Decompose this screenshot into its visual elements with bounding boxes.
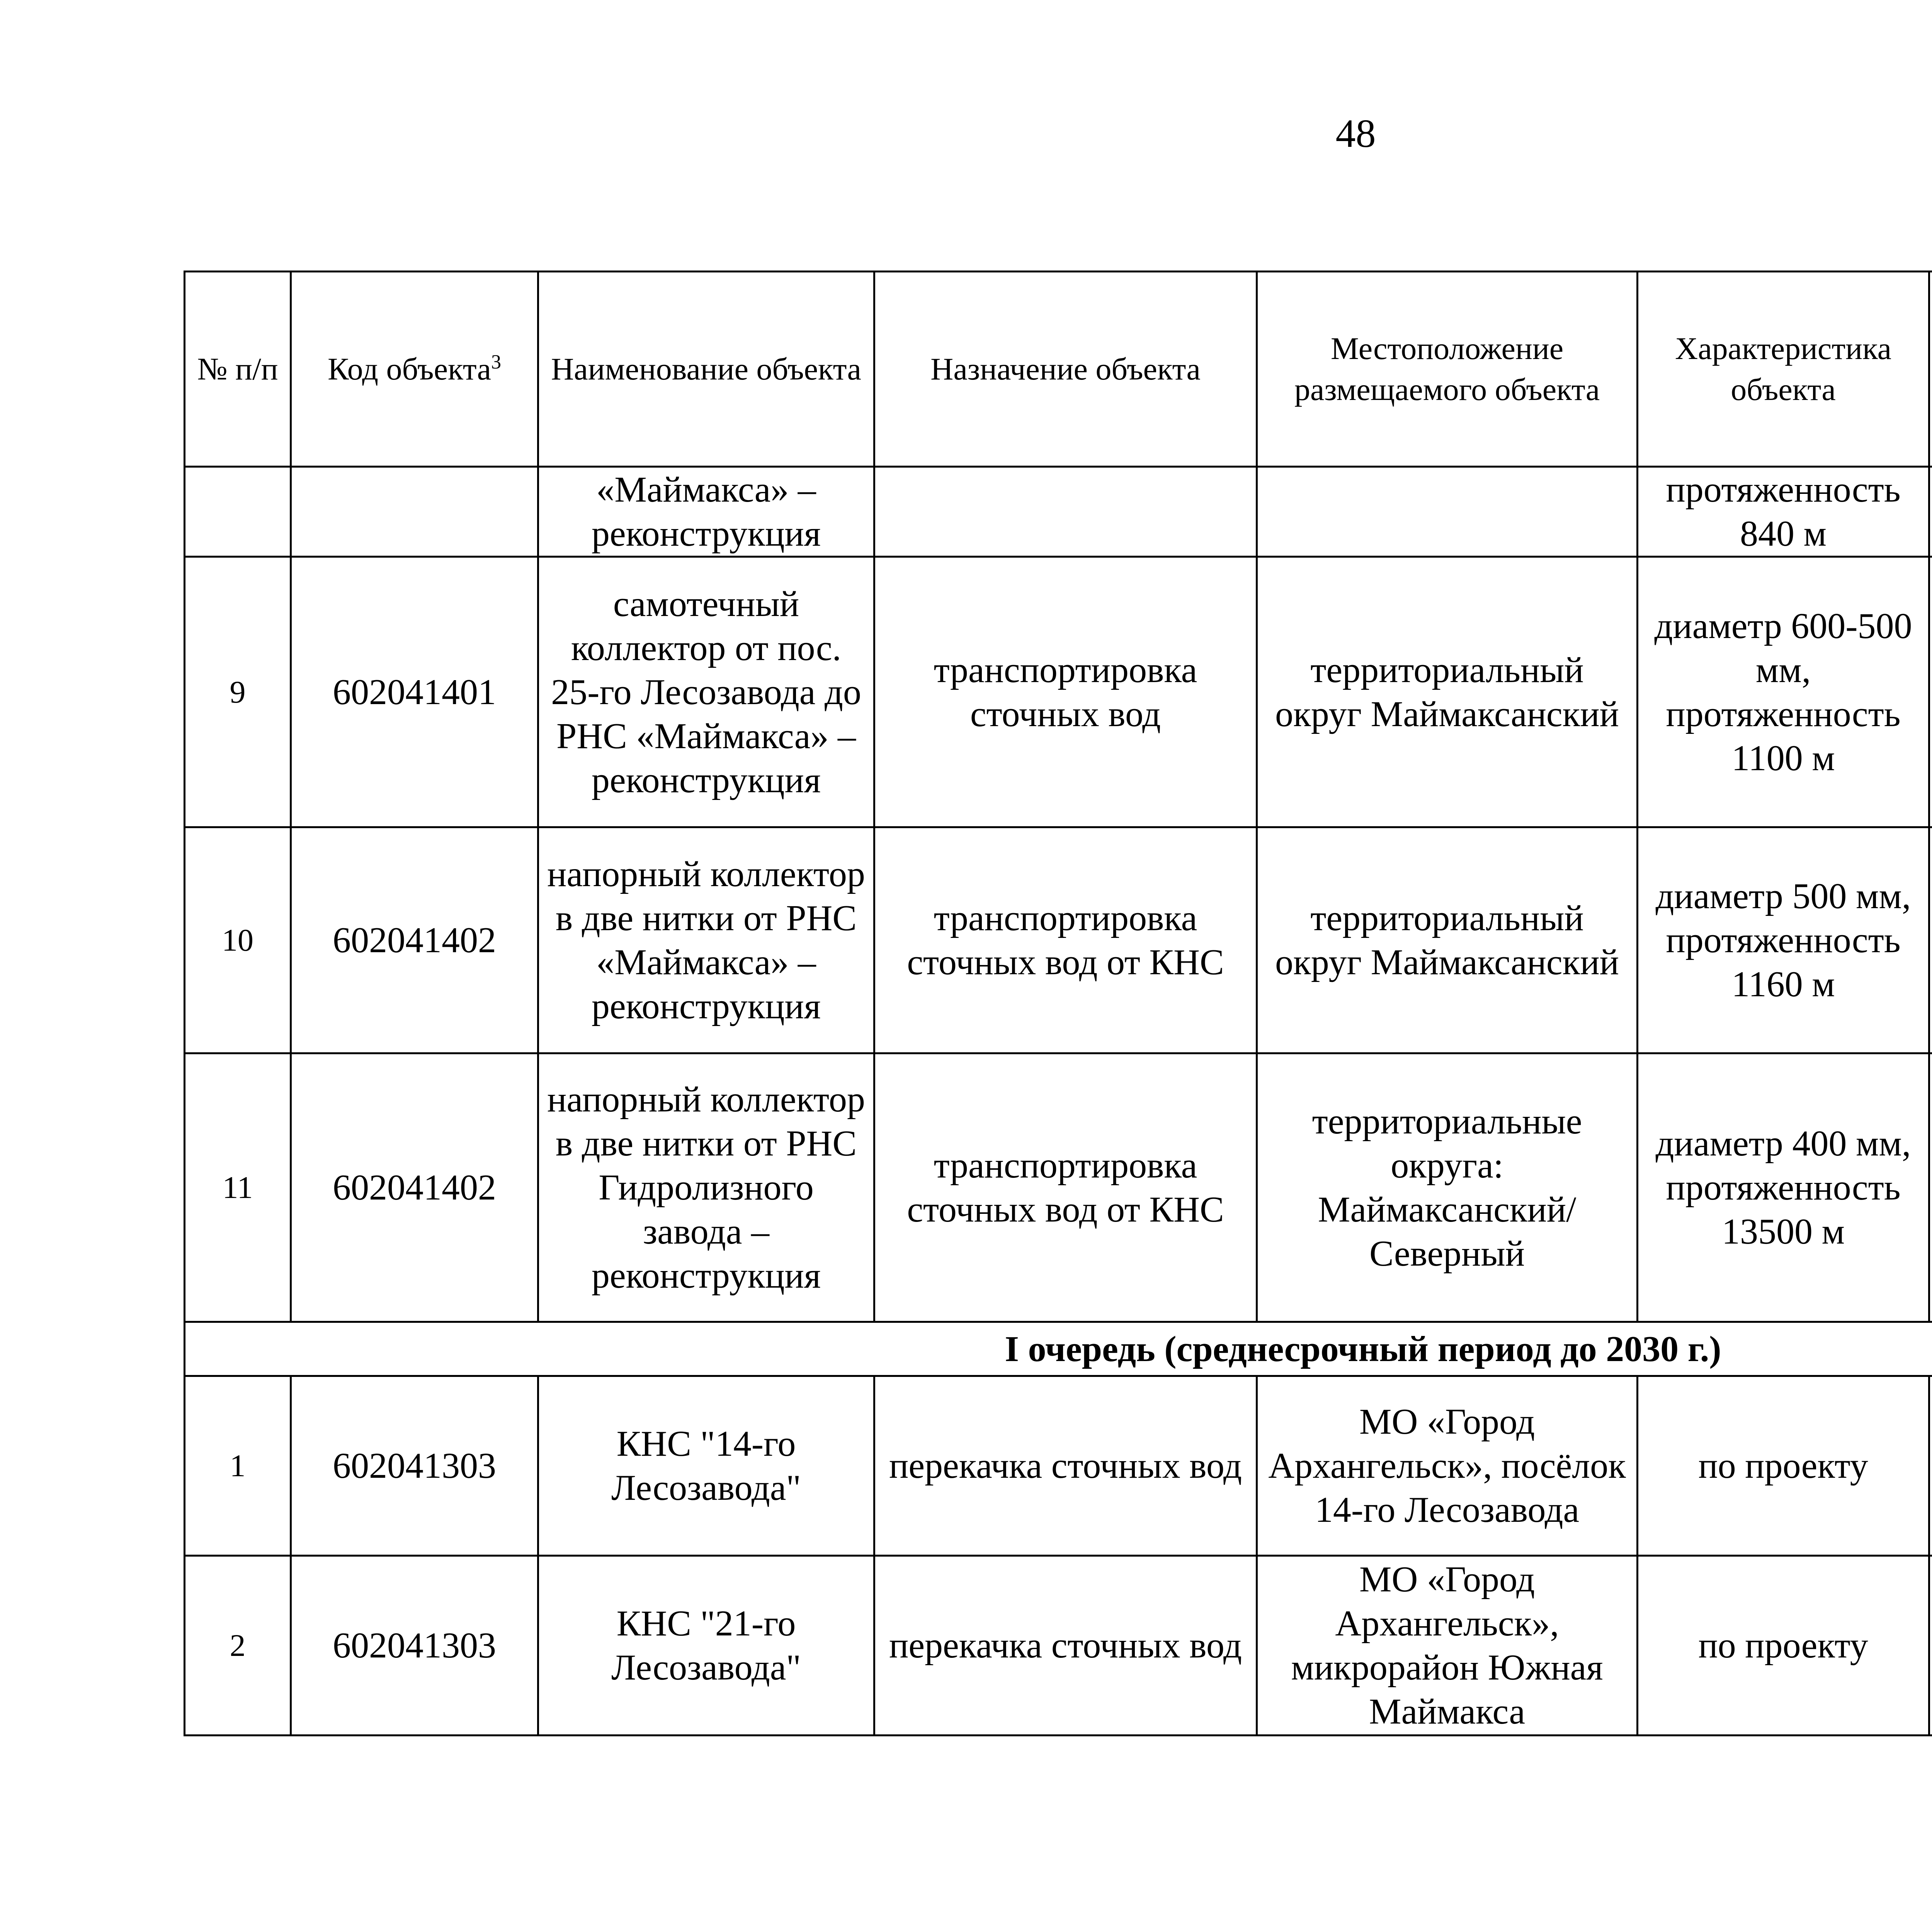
cell-zones (1929, 827, 1932, 1053)
cell-characteristic: диаметр 600-500 мм, протяженность 1100 м (1638, 557, 1929, 827)
cell-purpose (874, 467, 1257, 557)
header-location: Местоположение размещаемого объекта (1257, 272, 1638, 467)
cell-purpose: транспортировка сточных вод от КНС (874, 827, 1257, 1053)
cell-characteristic: по проекту (1638, 1556, 1929, 1736)
cell-purpose: перекачка сточных вод (874, 1376, 1257, 1556)
cell-name: «Маймакса» – реконструкция (538, 467, 874, 557)
cell-location: территориальный округ Маймаксанский (1257, 827, 1638, 1053)
header-code (291, 272, 538, 467)
cell-name: напорный коллектор в две нитки от РНС «Маймакса» – реконструкция (538, 827, 874, 1053)
header-name: Наименование объекта (538, 272, 874, 467)
cell-code: 602041303 (291, 1556, 538, 1736)
cell-num: 1 (185, 1376, 291, 1556)
cell-characteristic: по проекту (1638, 1376, 1929, 1556)
cell-num: 11 (185, 1053, 291, 1322)
cell-num: 2 (185, 1556, 291, 1736)
cell-location: МО «Город Архангельск», микрорайон Южная Маймакса (1257, 1556, 1638, 1736)
cell-location: территориальные округа: Маймаксанский/ Северный (1257, 1053, 1638, 1322)
cell-characteristic: диаметр 500 мм, протяженность 1160 м (1638, 827, 1929, 1053)
cell-code: 602041303 (291, 1376, 538, 1556)
cell-location: территориальный округ Маймаксанский (1257, 557, 1638, 827)
header-zones (1929, 272, 1932, 467)
cell-zones (1929, 1053, 1932, 1322)
cell-zones (1929, 1376, 1932, 1556)
section-row (185, 1322, 1932, 1376)
header-characteristic: Характеристика объекта (1638, 272, 1929, 467)
cell-name: КНС "21-го Лесозавода" (538, 1556, 874, 1736)
cell-code: 602041401 (291, 557, 538, 827)
page-number: 48 (1335, 111, 1376, 156)
header-code-label: Код объекта (328, 351, 491, 386)
section-title: I очередь (среднесрочный период до 2030 г.) (185, 1322, 1932, 1376)
header-row (185, 272, 1932, 467)
header-num: № п/п (185, 272, 291, 467)
cell-num: 10 (185, 827, 291, 1053)
table-row (185, 827, 1932, 1053)
table-row (185, 1376, 1932, 1556)
cell-purpose: перекачка сточных вод (874, 1556, 1257, 1736)
cell-location: МО «Город Архангельск», посёлок 14-го Лесозавода (1257, 1376, 1638, 1556)
cell-code: 602041402 (291, 1053, 538, 1322)
cell-name: напорный коллектор в две нитки от РНС Гидролизного завода – реконструкция (538, 1053, 874, 1322)
cell-zones (1929, 467, 1932, 557)
cell-purpose: транспортировка сточных вод от КНС (874, 1053, 1257, 1322)
header-purpose: Назначение объекта (874, 272, 1257, 467)
cell-name: КНС "14-го Лесозавода" (538, 1376, 874, 1556)
cell-num: 9 (185, 557, 291, 827)
cell-num (185, 467, 291, 557)
cell-characteristic: диаметр 400 мм, протяженность 13500 м (1638, 1053, 1929, 1322)
table-row (185, 1053, 1932, 1322)
cell-code (291, 467, 538, 557)
cell-zones (1929, 557, 1932, 827)
table-row (185, 1556, 1932, 1736)
cell-zones (1929, 1556, 1932, 1736)
footnote-marker: 3 (491, 351, 501, 373)
cell-location (1257, 467, 1638, 557)
cell-name: самотечный коллектор от пос. 25-го Лесозавода до РНС «Маймакса» – реконструкция (538, 557, 874, 827)
cell-purpose: транспортировка сточных вод (874, 557, 1257, 827)
objects-table (184, 271, 1932, 1736)
table-row-continuation (185, 467, 1932, 557)
cell-code: 602041402 (291, 827, 538, 1053)
table-row (185, 557, 1932, 827)
cell-characteristic: протяженность 840 м (1638, 467, 1929, 557)
